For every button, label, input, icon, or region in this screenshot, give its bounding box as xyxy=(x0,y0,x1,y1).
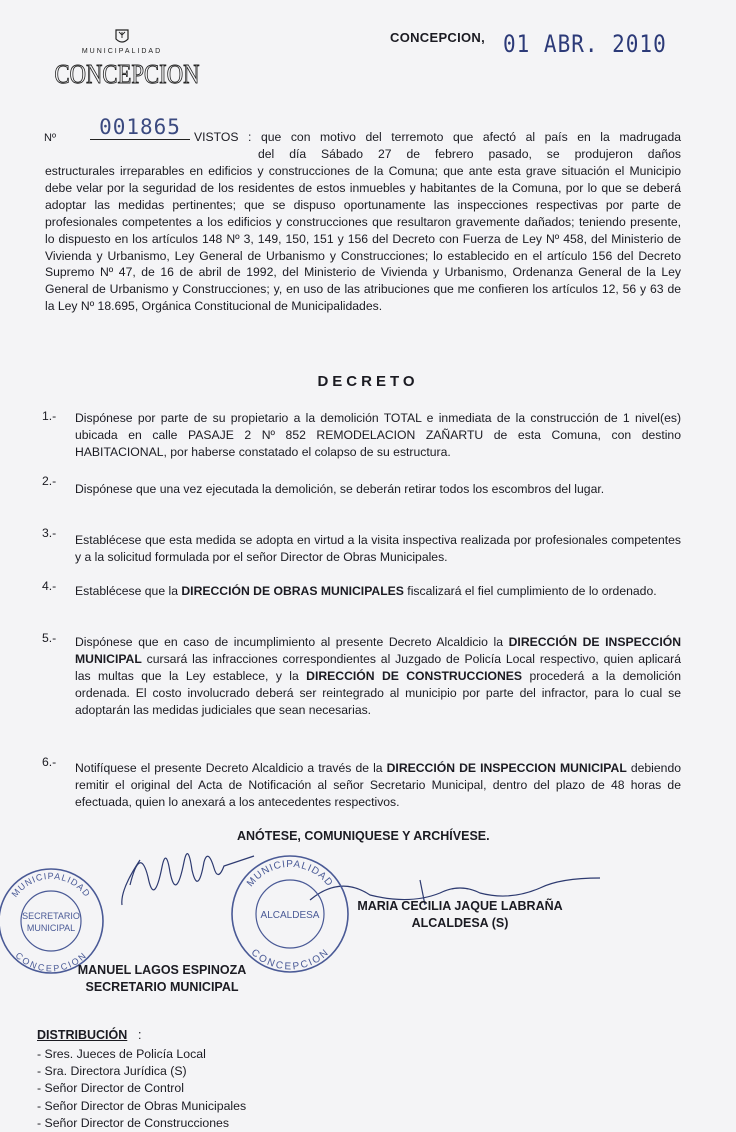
seal-center-2: MUNICIPAL xyxy=(26,923,76,933)
item-text-run: Dispónese que en caso de incumplimiento al presente Decreto Alcaldicio la xyxy=(75,635,509,649)
distribution-heading: DISTRIBUCIÓN xyxy=(37,1028,128,1042)
seal-center-1: SECRETARIO xyxy=(22,911,80,921)
decree-number: 001865 xyxy=(90,115,190,140)
emphasis-text: DIRECCIÓN DE INSPECCION MUNICIPAL xyxy=(386,761,627,775)
item-text-run: Dispónese por parte de su propietario a la demolición TOTAL e inmediata de la construcción de 1 nivel(es) ubicada en calle PASAJE 2 Nº 852 REMODELACION ZAÑARTU de esta Comuna, con destino HABITACIONAL, por haberse constatado el colapso de su estructura. xyxy=(75,411,681,459)
item-text-run: Establécese que esta medida se adopta en virtud a la visita inspectiva realizada por profesionales competentes y a la solicitud formulada por el señor Director de Obras Municipales. xyxy=(75,533,681,564)
decreto-title: DECRETO xyxy=(317,373,419,390)
item-text xyxy=(75,634,681,719)
secretary-title: SECRETARIO MUNICIPAL xyxy=(85,980,239,994)
vistos-line-1: VISTOS : que con motivo del terremoto que afectó al país en la madrugada xyxy=(194,130,681,144)
list-item: - Sra. Directora Jurídica (S) xyxy=(37,1064,187,1079)
emphasis-text: DIRECCIÓN DE OBRAS MUNICIPALES xyxy=(181,584,404,598)
seal-ring-top: MUNICIPALIDAD xyxy=(245,858,335,890)
list-item: - Sres. Jueces de Policía Local xyxy=(37,1047,206,1061)
item-text-run: fiscalizará el fiel cumplimiento de lo ordenado. xyxy=(403,584,657,598)
item-text-run: Dispónese que una vez ejecutada la demolición, se deberán retirar todos los escombros del lugar. xyxy=(75,482,605,496)
item-text-run: procederá a la demolición ordenada. El costo involucrado deberá ser reintegrado al municipio por parte del infractor, para lo cual se adoptarán las medidas judiciales que sean necesarias. xyxy=(75,669,682,717)
seal-ring-bottom: CONCEPCION xyxy=(248,947,332,973)
mayor-title: ALCALDESA (S) xyxy=(411,916,509,930)
closing-formula: ANÓTESE, COMUNIQUESE Y ARCHÍVESE. xyxy=(237,829,490,843)
list-item: - Señor Director de Obras Municipales xyxy=(37,1098,247,1113)
item-number: 2.- xyxy=(42,474,57,488)
item-text xyxy=(75,760,681,811)
city-label: CONCEPCION, xyxy=(390,30,486,45)
item-number: 1.- xyxy=(42,409,57,423)
secretary-seal xyxy=(0,865,107,977)
mayor-seal xyxy=(228,852,352,976)
item-text xyxy=(75,481,681,498)
item-number: 6.- xyxy=(42,755,57,769)
item-number: 4.- xyxy=(42,579,57,593)
item-text xyxy=(75,583,681,600)
item-text-run: debiendo remitir el original del Acta de Notificación al señor Secretario Municipal, dentro del plazo de 48 horas de efectuada, quien lo anexará a los antecedentes respectivos. xyxy=(75,761,681,809)
item-text xyxy=(75,410,681,461)
secretary-name: MANUEL LAGOS ESPINOZA xyxy=(77,963,247,977)
list-item: - Señor Director de Control xyxy=(37,1081,184,1096)
item-text-run: Establécese que la xyxy=(75,584,182,598)
item-number: 3.- xyxy=(42,526,57,540)
vistos-line-2: del día Sábado 27 de febrero pasado, se produjeron daños xyxy=(258,147,681,161)
svg-text:MUNICIPALIDAD xyxy=(10,871,93,899)
date-stamp: 01 ABR. 2010 xyxy=(503,30,667,58)
number-label: Nº xyxy=(44,132,56,144)
mayor-block xyxy=(340,898,580,932)
crest-icon xyxy=(116,30,128,42)
list-item: - Señor Director de Construcciones xyxy=(37,1115,230,1130)
municipality-logo xyxy=(52,28,202,93)
logo-word: CONCEPCION xyxy=(54,59,200,89)
item-number: 5.- xyxy=(42,631,57,645)
item-text xyxy=(75,532,681,566)
vistos-body: estructurales irreparables en edificios y construcciones de la Comuna; que ante esta grave situación el Municipio debe velar por la seguridad de los residentes de estos inmuebles y habitantes de la Comuna, por lo que se deberá adoptar las medidas pertinentes; que se dispuso oportunamente las inspecciones respectivas por parte de profesionales competentes a los edificios y construcciones que resultaron gravemente dañados; teniendo presente, lo dispuesto en los artículos 148 Nº 3, 149, 150, 151 y 156 del Decreto con Fuerza de Ley Nº 458, del Ministerio de Vivienda y Urbanismo, Ley General de Urbanismo y Construcciones; lo establecido en el artículo 156 del Decreto Supremo Nº 47, de 16 de abril de 1992, del Ministerio de Vivienda y Urbanismo, Ordenanza General de la Ley General de Urbanismo y Construcciones; y, en uso de las atribuciones que me confieren los artículos 12, 56 y 63 de la Ley Nº 18.695, Orgánica Constitucional de Municipalidades. xyxy=(45,164,681,314)
distribution-colon: : xyxy=(138,1028,142,1042)
distribution-list xyxy=(37,1046,246,1132)
item-text-run: Notifíquese el presente Decreto Alcaldicio a través de la xyxy=(75,761,387,775)
emphasis-text: DIRECCIÓN DE CONSTRUCCIONES xyxy=(306,669,523,683)
secretary-block xyxy=(62,962,262,996)
seal-ring-bottom: CONCEPCION xyxy=(13,950,89,974)
svg-text:MUNICIPALIDAD xyxy=(245,859,335,889)
mayor-name: MARIA CECILIA JAQUE LABRAÑA xyxy=(357,899,563,913)
logo-municipalidad: MUNICIPALIDAD xyxy=(81,48,163,55)
emphasis-text: DIRECCIÓN DE INSPECCIÓN MUNICIPAL xyxy=(75,635,682,666)
seal-ring-top: MUNICIPALIDAD xyxy=(9,870,93,900)
item-text-run: cursará las infracciones correspondientes al Juzgado de Policía Local respectivo, quien aplicará las multas que la Ley establece, y la xyxy=(75,652,681,683)
seal-center-1: ALCALDESA xyxy=(260,910,320,921)
